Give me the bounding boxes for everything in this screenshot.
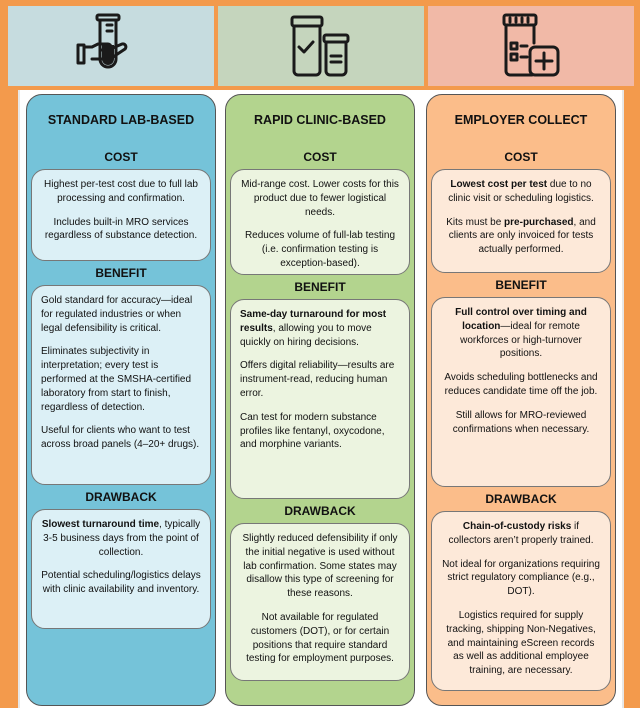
cost-item-text: , and clients are only invoiced for tests actually performed. <box>448 216 596 256</box>
drawback-heading: DRAWBACK <box>85 490 157 504</box>
cost-item-bold: Lowest cost per test <box>450 179 548 190</box>
column-rapid-clinic <box>225 94 415 706</box>
benefit-item-bold: Same-day turnaround for most results <box>240 309 387 334</box>
header-cell-lab <box>8 6 214 86</box>
drawback-item <box>41 518 201 559</box>
drawback-item: Logistics required for supply tracking, shipping Non-Negatives, and maintaining eScreen records as well as additional employee training, are necessary. <box>446 609 596 677</box>
cost-heading: COST <box>303 150 337 164</box>
drawback-card <box>31 509 211 629</box>
cost-item-text: due to no clinic visit or scheduling logistics. <box>448 179 594 204</box>
benefit-item: Offers digital reliability—results are instrument-read, reducing human error. <box>240 360 395 399</box>
benefit-item: Gold standard for accuracy—ideal for regulated industries or when legal defensibility is critical. <box>41 295 193 334</box>
drawback-heading: DRAWBACK <box>485 492 557 506</box>
cost-card <box>31 169 211 261</box>
benefit-card <box>31 285 211 485</box>
column-standard-lab <box>26 94 216 706</box>
drawback-item: Potential scheduling/logistics delays with clinic availability and inventory. <box>41 570 201 596</box>
benefit-item <box>441 306 601 361</box>
drawback-item-text: , typically 3-5 business days from the point of collection. <box>43 519 201 558</box>
column-employer-collect <box>426 94 616 706</box>
drawback-item-bold: Chain-of-custody risks <box>462 521 572 532</box>
cost-item <box>441 216 601 257</box>
cost-item <box>441 178 601 206</box>
benefit-item-bold: Full control over timing and location <box>455 307 587 332</box>
drawback-item <box>441 520 601 548</box>
cost-heading: COST <box>504 150 538 164</box>
benefit-heading: BENEFIT <box>95 266 147 280</box>
drawback-item: Not available for regulated customers (DOT), or for certain positions that require standard testing for employment purposes. <box>246 611 394 665</box>
cost-card <box>230 169 410 275</box>
benefit-heading: BENEFIT <box>495 278 547 292</box>
cost-item-text: Kits must be <box>446 216 505 228</box>
cost-item-bold: pre-purchased <box>504 216 574 228</box>
cost-item: Reduces volume of full-lab testing (i.e. confirmation testing is exception-based). <box>244 230 396 269</box>
icon-header <box>8 6 634 86</box>
benefit-item <box>240 308 400 349</box>
cost-card <box>431 169 611 273</box>
column-title: RAPID CLINIC-BASED <box>254 113 386 127</box>
benefit-card <box>230 299 410 499</box>
comparison-panel <box>18 90 624 708</box>
cost-item: Includes built-in MRO services regardless of substance detection. <box>44 216 198 242</box>
column-title: EMPLOYER COLLECT <box>454 113 588 127</box>
benefit-item: Still allows for MRO-reviewed confirmations when necessary. <box>452 409 590 435</box>
header-cell-employer <box>428 6 634 86</box>
benefit-card <box>431 297 611 487</box>
drawback-item-text: if collectors aren’t properly trained. <box>448 521 594 546</box>
specimen-cups-icon <box>284 9 358 83</box>
benefit-item: Useful for clients who want to test across broad panels (4–20+ drugs). <box>41 425 200 451</box>
drawback-heading: DRAWBACK <box>284 504 356 518</box>
cost-item: Mid-range cost. Lower costs for this product due to fewer logistical needs. <box>241 179 399 218</box>
benefit-item-text: , allowing you to move quickly on hiring decisions. <box>240 322 372 348</box>
cost-item: Highest per-test cost due to full lab processing and confirmation. <box>44 179 198 204</box>
header-cell-rapid <box>218 6 424 86</box>
benefit-item: Avoids scheduling bottlenecks and reduces candidate time off the job. <box>444 372 598 397</box>
collection-kit-icon <box>494 9 568 83</box>
column-title: STANDARD LAB-BASED <box>47 113 195 127</box>
benefit-item: Can test for modern substance profiles like fentanyl, oxycodone, and morphine variants. <box>240 411 385 451</box>
drawback-item: Slightly reduced defensibility if only the initial negative is used without lab confirmation. Some states may disallow this type of screening for these reasons. <box>242 533 398 600</box>
benefit-item: Eliminates subjectivity in interpretation; every test is performed at the SMSHA-certified laboratory from start to finish, regardless of detection. <box>41 346 192 413</box>
benefit-heading: BENEFIT <box>294 280 346 294</box>
test-tube-hand-icon <box>74 9 148 83</box>
drawback-card <box>431 511 611 691</box>
drawback-item-bold: Slowest turnaround time <box>41 519 160 530</box>
drawback-card <box>230 523 410 681</box>
benefit-item-text: —ideal for remote workforces or high-turnover positions. <box>460 320 582 360</box>
cost-heading: COST <box>104 150 138 164</box>
drawback-item: Not ideal for organizations requiring strict regulatory compliance (e.g., DOT). <box>442 558 600 598</box>
